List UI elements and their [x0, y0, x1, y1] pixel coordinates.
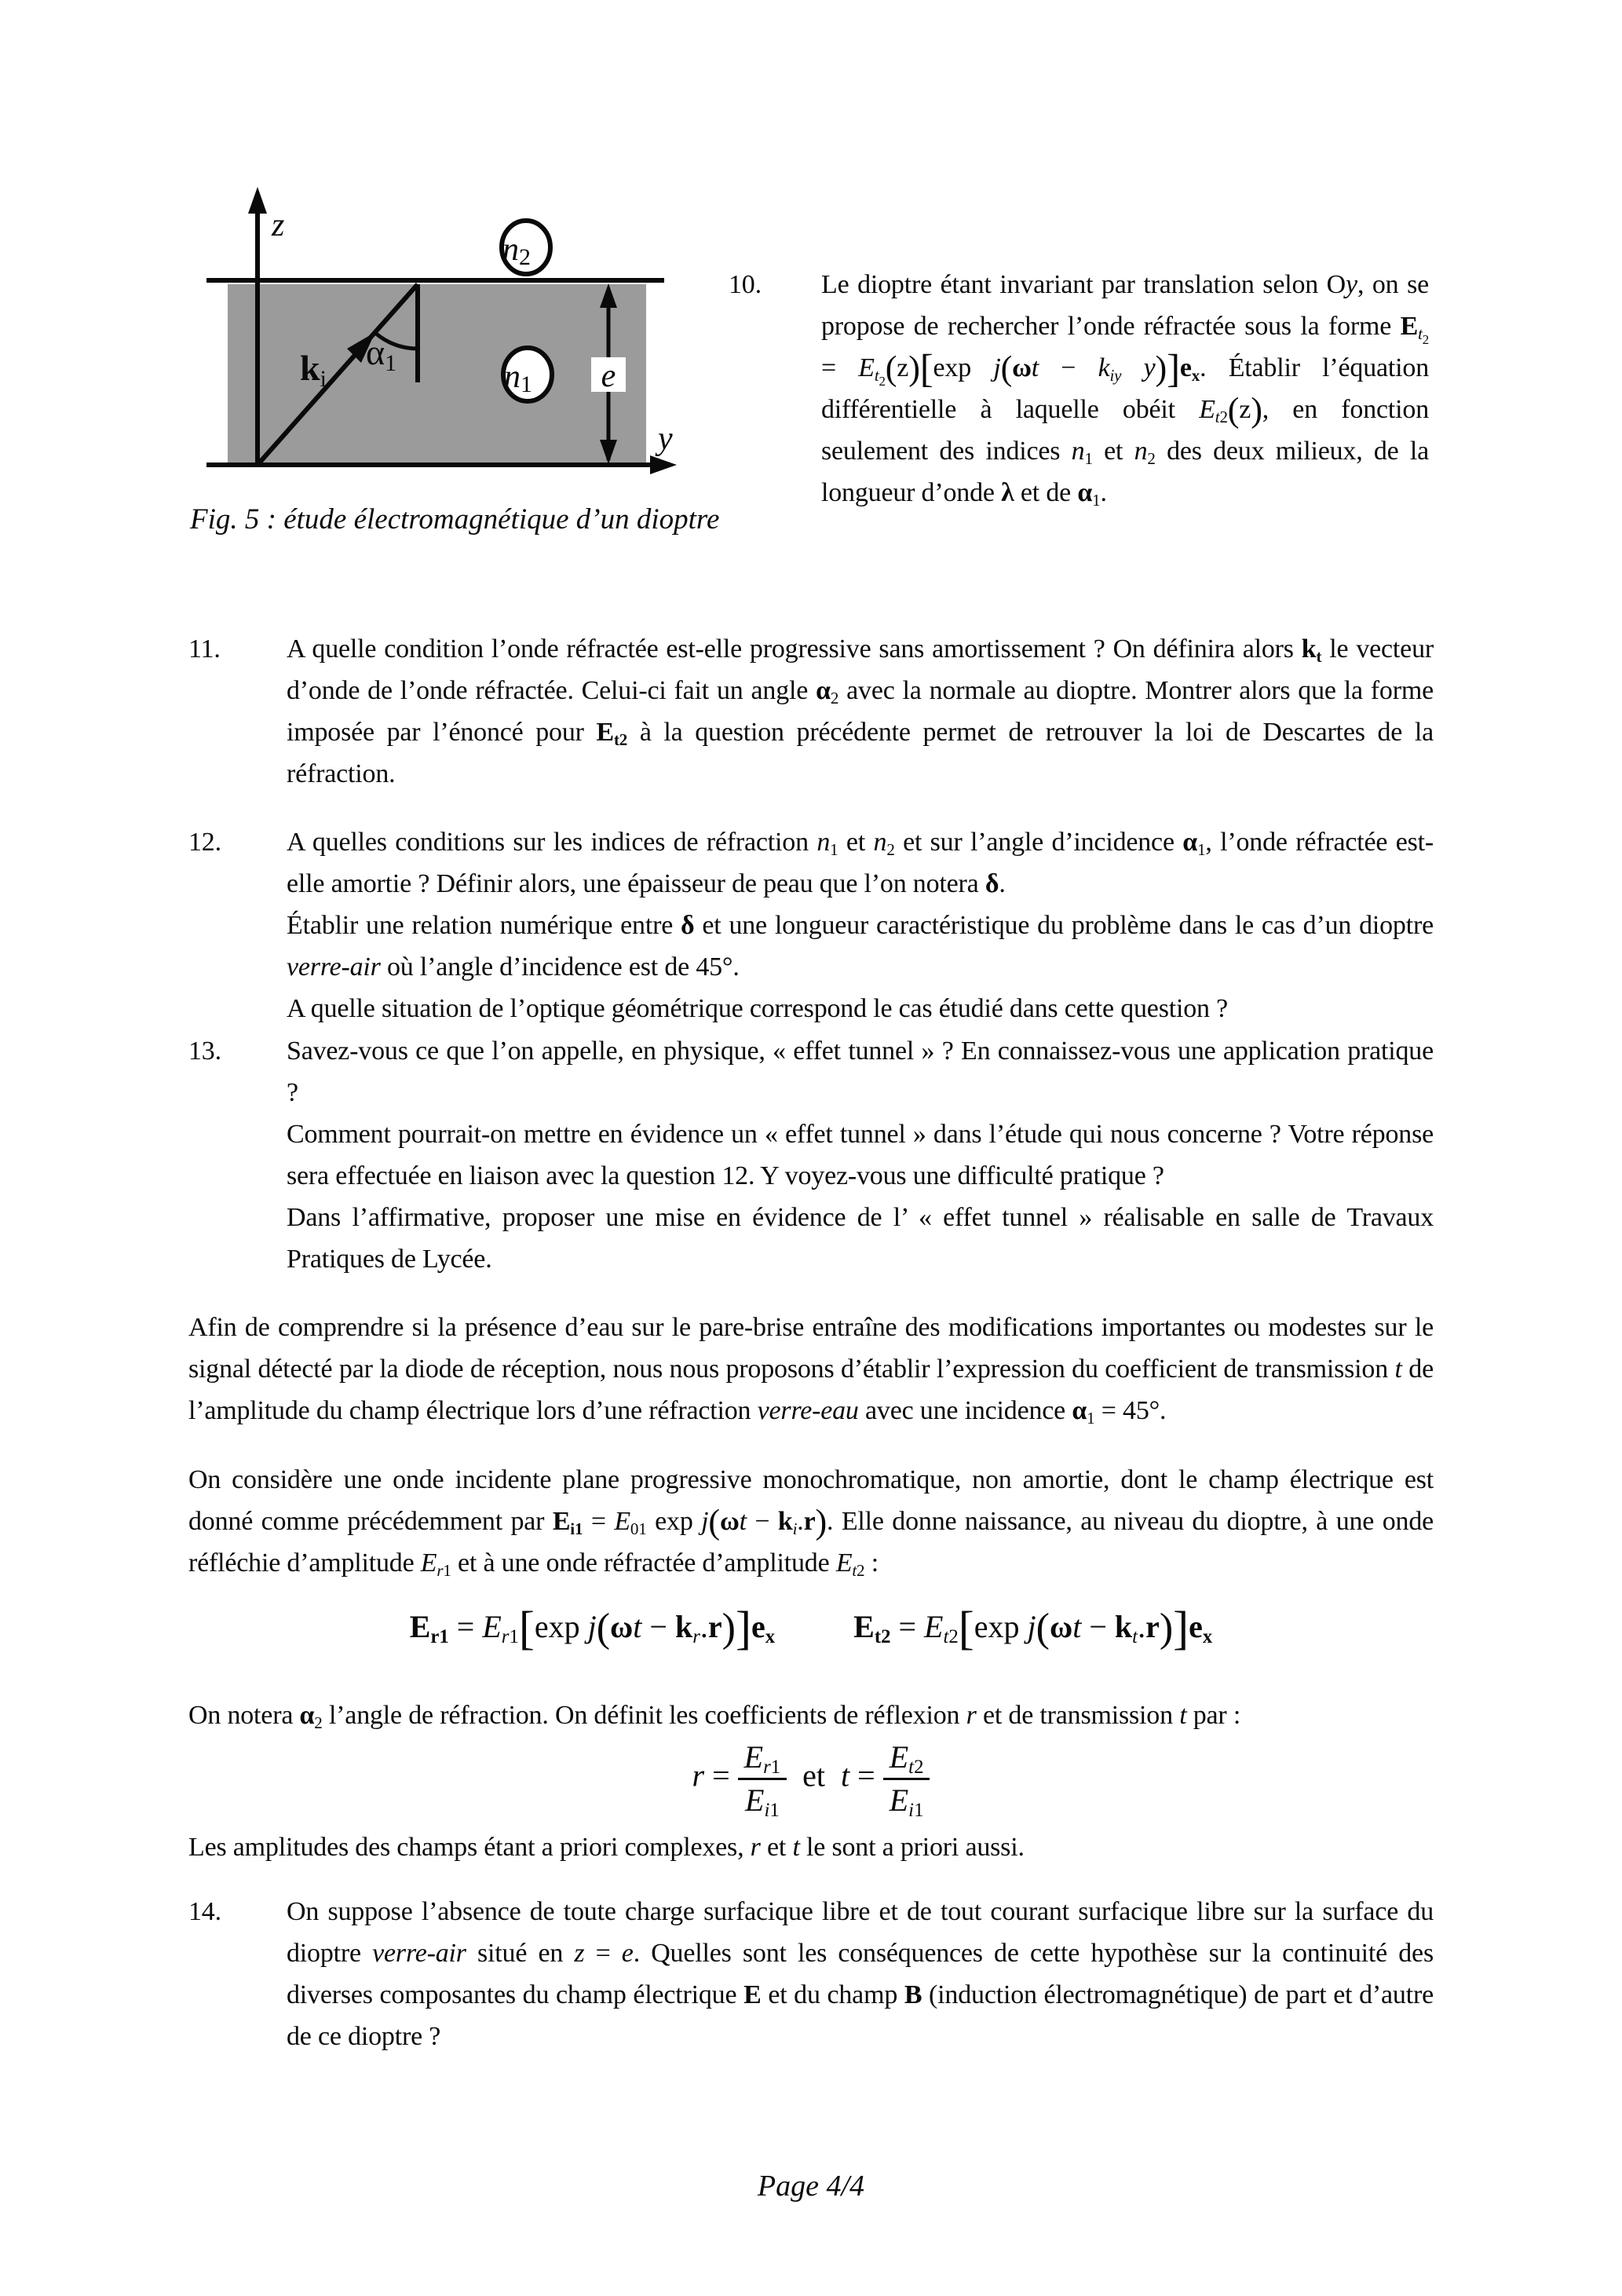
z-axis-arrowhead — [248, 187, 267, 214]
question-number: 11. — [188, 634, 221, 664]
question-number: 14. — [188, 1897, 221, 1926]
y-axis-arrowhead — [650, 455, 677, 474]
incidence-angle-label: α1 — [366, 332, 397, 376]
glass-medium-rect — [228, 284, 646, 465]
display-equation-coefficients — [188, 1739, 1434, 1819]
question-number: 12. — [188, 828, 221, 857]
question-13 — [188, 1030, 1434, 1280]
paragraph-windshield-intro: Afin de comprendre si la présence d’eau sur le pare-brise entraîne des modifications importantes ou modestes sur le signal détecté par la diode de réception, nous nous proposons d’établir l’expression du coefficient de transmission t de l’amplitude du champ électrique lors d’une réfraction verre-eau avec une incidence $\alpha_1 = 45^\circ$. — [188, 1313, 1434, 1428]
display-equation-fields — [188, 1602, 1434, 1654]
z-axis-label: z — [272, 207, 285, 243]
question-text: Savez-vous ce que l’on appelle, en physique, « effet tunnel » ? En connaissez-vous une application pratique ? Comment pourrait-on mettre en évidence un « effet tunnel » dans l’étude qui nous concerne ? Votre réponse sera effectuée en liaison avec la question 12. Y voyez-vous une difficulté pratique ? Dans l’affirmative, proposer une mise en évidence de l’ « effet tunnel » réalisable en salle de Travaux Pratiques de Lycée. — [287, 1036, 1434, 1274]
figure-caption: Fig. 5 : étude électromagnétique d’un dioptre — [190, 503, 720, 536]
question-11 — [188, 628, 1434, 795]
question-12 — [188, 821, 1434, 1029]
question-text: Le dioptre étant invariant par translation selon Oy, on se propose de rechercher l’onde réfractée sous la forme $E_{t_2} = E_{t_2}(z)[\exp$ $j(\omega t - k_{iy}$ $y)]e_x$. Établir l’équation différentielle à laquelle obéit $E_{t2}(z)$, en fonction seulement des indices $n_1$ et $n_2$ des deux milieux, de la longueur d’onde λ et de $\alpha_1$. — [821, 270, 1429, 510]
y-axis-label: y — [658, 421, 673, 457]
paragraph-coefficients-def: On notera $\alpha_2$ l’angle de réfraction. On définit les coefficients de réflexion r et de transmission t par : — [188, 1701, 1241, 1732]
paragraph-complex-amplitudes: Les amplitudes des champs étant a priori complexes, r et t le sont a priori aussi. — [188, 1833, 1025, 1862]
question-14 — [188, 1891, 1434, 2057]
question-text: A quelles conditions sur les indices de réfraction $n_1$ et $n_2$ et sur l’angle d’incidence $\alpha_1$, l’onde réfractée est-elle amortie ? Définir alors, une épaisseur de peau que l’on notera δ. Établir une relation numérique entre δ et une longueur caractéristique du problème dans le cas d’un dioptre verre-air où l’angle d’incidence est de 45°. A quelle situation de l’optique géométrique correspond le cas étudié dans cette question ? — [287, 828, 1434, 1023]
equation-transmitted-field: $E_{t2} = E_{t2}[\exp$ $j(\omega t - k_t.r)]e_x$ — [853, 1602, 1213, 1654]
question-number: 13. — [188, 1036, 221, 1066]
question-number: 10. — [729, 270, 762, 299]
equation-r-t-coefficients: r = $\frac{E_{r1}}{E_{i1}}$ et t = $\frac{E_{t2}}{E_{i1}}$ — [692, 1739, 930, 1819]
thickness-label: e — [601, 358, 616, 394]
question-text: On suppose l’absence de toute charge surfacique libre et de tout courant surfacique libre sur la surface du dioptre verre-air situé en z = e. Quelles sont les conséquences de cette hypothèse sur la continuité des diverses composantes du champ électrique E et du champ B (induction électromagnétique) de part et d’autre de ce dioptre ? — [287, 1897, 1434, 2051]
n1-label: n1 — [504, 359, 532, 397]
figure-diagram — [177, 166, 703, 512]
wave-vector-label: ki — [300, 348, 327, 392]
question-10 — [729, 264, 1429, 514]
page-footer: Page 4/4 — [757, 2170, 865, 2203]
n2-label: n2 — [502, 232, 531, 270]
question-text: A quelle condition l’onde réfractée est-elle progressive sans amortissement ? On définira alors $k_t$ le vecteur d’onde de l’onde réfractée. Celui-ci fait un angle $\alpha_2$ avec la normale au dioptre. Montrer alors que la forme imposée par l’énoncé pour $E_{t2}$ à la question précédente permet de retrouver la loi de Descartes de la réfraction. — [287, 634, 1434, 788]
equation-reflected-field: $E_{r1} = E_{r1}[\exp$ $j(\omega t - k_r.r)]e_x$ — [409, 1602, 776, 1654]
paragraph-incident-wave: On considère une onde incidente plane progressive monochromatique, non amortie, dont le champ électrique est donné comme précédemment par $E_{i1} = E_{01}$ $\exp j(\omega t - k_i.r)$. Elle donne naissance, au niveau du dioptre, à une onde réfléchie d’amplitude $E_{r1}$ et à une onde réfractée d’amplitude $E_{t2}$ : — [188, 1465, 1434, 1580]
